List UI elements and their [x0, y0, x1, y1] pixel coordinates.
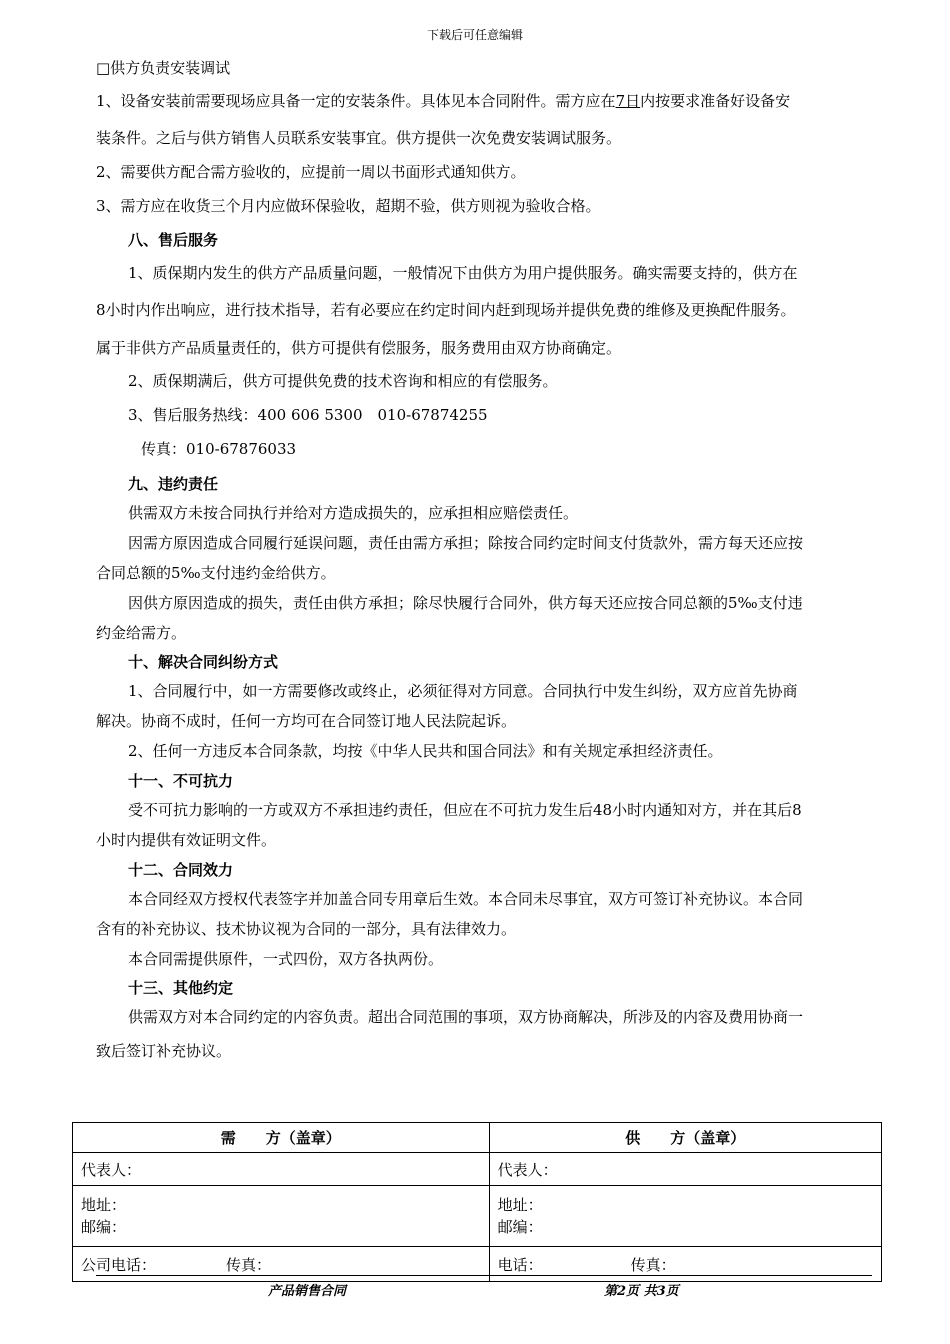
fax-label: 传真：	[630, 1255, 676, 1274]
seller-address-cell[interactable]	[489, 1186, 881, 1247]
seller-rep-field[interactable]: 代表人：	[489, 1153, 881, 1186]
text-line	[96, 91, 790, 111]
address-label: 地址：	[81, 1196, 127, 1214]
text-line: 供需双方未按合同执行并给对方造成损失的，应承担相应赔偿责任。	[128, 504, 579, 522]
footer-title: 产品销售合同	[268, 1284, 347, 1299]
text-line: 因需方原因造成合同履行延误问题，责任由需方承担；除按合同约定时间支付货款外，需方每天还应按	[128, 534, 804, 552]
section-heading: 八、售后服务	[128, 231, 219, 249]
text-line: 2、质保期满后，供方可提供免费的技术咨询和相应的有偿服务。	[128, 372, 558, 390]
text-line: 装条件。之后与供方销售人员联系安装事宜。供方提供一次免费安装调试服务。	[96, 129, 622, 147]
text-line: 2、需要供方配合需方验收的，应提前一周以书面形式通知供方。	[96, 163, 526, 181]
text-segment: 1、设备安装前需要现场应具备一定的安装条件。具体见本合同附件。需方应在	[96, 92, 616, 110]
seller-header: 供 方（盖章）	[489, 1123, 881, 1153]
text-line: 2、任何一方违反本合同条款，均按《中华人民共和国合同法》和有关规定承担经济责任。	[128, 742, 723, 760]
text-line: 3、需方应在收货三个月内应做环保验收，超期不验，供方则视为验收合格。	[96, 197, 601, 215]
text-line: 因供方原因造成的损失，责任由供方承担；除尽快履行合同外，供方每天还应按合同总额的5‰支付违	[128, 594, 803, 612]
text-line: 合同总额的5‰支付违约金给供方。	[96, 564, 336, 582]
hotline: 3、售后服务热线：400 606 5300 010-67874255	[128, 406, 488, 424]
text-line: 属于非供方产品质量责任的，供方可提供有偿服务，服务费用由双方协商确定。	[96, 339, 622, 357]
fax-label: 传真：	[226, 1255, 272, 1274]
text-line: 1、质保期内发生的供方产品质量问题，一般情况下由供方为用户提供服务。确实需要支持的，供方在	[128, 264, 798, 282]
text-segment: 内按要求准备好设备安	[640, 92, 791, 110]
footer-divider	[96, 1275, 872, 1276]
page-header: 下载后可任意编辑	[426, 28, 523, 42]
text-line: 本合同需提供原件，一式四份，双方各执两份。	[128, 950, 444, 968]
address-label: 地址：	[497, 1196, 543, 1214]
text-line: 含有的补充协议、技术协议视为合同的一部分，具有法律效力。	[96, 920, 517, 938]
phone-label: 电话：	[497, 1255, 543, 1274]
section-heading: 九、违约责任	[128, 475, 219, 493]
text-line: 供需双方对本合同约定的内容负责。超出合同范围的事项，双方协商解决，所涉及的内容及费用协商一	[128, 1008, 804, 1026]
section-heading: 十三、其他约定	[128, 979, 234, 997]
signature-table	[72, 1122, 882, 1282]
phone-label: 公司电话：	[81, 1255, 157, 1274]
zip-label: 邮编：	[497, 1218, 543, 1236]
buyer-rep-field[interactable]: 代表人：	[73, 1153, 490, 1186]
seller-phone-cell[interactable]	[489, 1247, 881, 1282]
fax-line: 传真：010-67876033	[141, 440, 297, 458]
text-line: 受不可抗力影响的一方或双方不承担违约责任，但应在不可抗力发生后48小时内通知对方，并在其后8	[128, 801, 802, 819]
text-line: 1、合同履行中，如一方需要修改或终止，必须征得对方同意。合同执行中发生纠纷，双方应首先协商	[128, 682, 798, 700]
buyer-phone-cell[interactable]	[73, 1247, 490, 1282]
section-heading: 十二、合同效力	[128, 861, 234, 879]
text-line: 本合同经双方授权代表签字并加盖合同专用章后生效。本合同未尽事宜，双方可签订补充协议。本合同	[128, 890, 804, 908]
page-number: 第2页 共3页	[604, 1284, 679, 1299]
section-heading: 十、解决合同纠纷方式	[128, 653, 279, 671]
buyer-address-cell[interactable]	[73, 1186, 490, 1247]
text-line: 解决。协商不成时，任何一方均可在合同签订地人民法院起诉。	[96, 712, 517, 730]
text-line: 8小时内作出响应，进行技术指导，若有必要应在约定时间内赶到现场并提供免费的维修及更换配件服务。	[96, 301, 796, 319]
buyer-header: 需 方（盖章）	[73, 1123, 490, 1153]
text-line: 小时内提供有效证明文件。	[96, 831, 277, 849]
install-days: 7日	[615, 92, 641, 110]
text-line: 约金给需方。	[96, 624, 187, 642]
section-heading: 十一、不可抗力	[128, 772, 234, 790]
zip-label: 邮编：	[81, 1218, 127, 1236]
text-line: 致后签订补充协议。	[96, 1042, 232, 1060]
text-line: □供方负责安装调试	[96, 59, 231, 77]
